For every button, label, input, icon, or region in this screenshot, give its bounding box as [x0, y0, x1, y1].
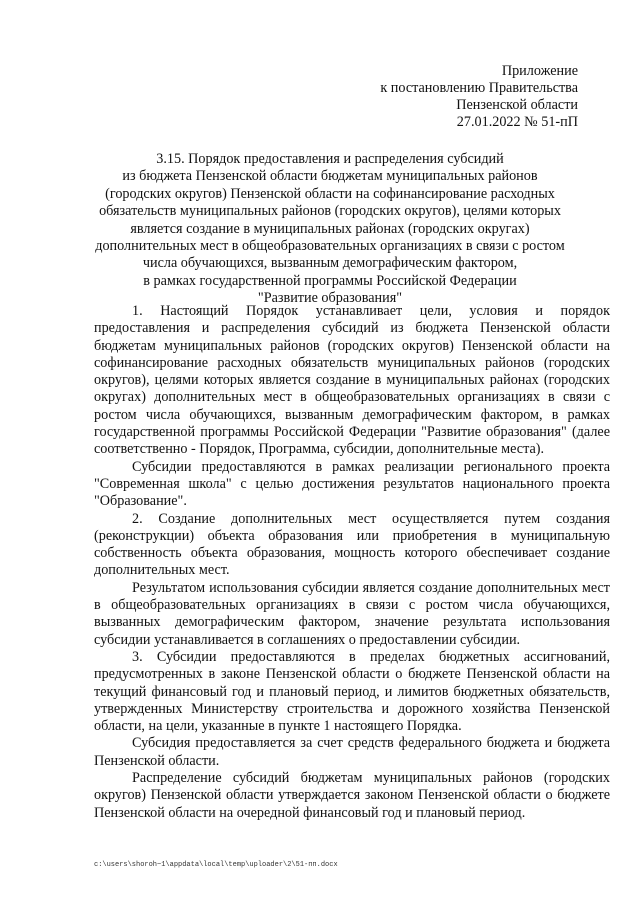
title-line: (городских округов) Пензенской области на софинансирование расходных — [105, 185, 555, 202]
document-body — [94, 303, 610, 822]
paragraph: 2. Создание дополнительных мест осуществляется путем создания (реконструкции) объекта образования или приобретения в муниципальную собственность объекта образования, мощность которого обеспечивает создание дополнительных мест. — [94, 510, 610, 579]
file-path-footer: c:\users\shoroh~1\appdata\local\temp\uploader\2\51-пп.docx — [94, 861, 338, 869]
title-line: является создание в муниципальных районах (городских округах) — [130, 220, 530, 237]
appendix-line: Пензенской области — [456, 97, 578, 113]
title-line: числа обучающихся, вызванным демографическим фактором, — [142, 255, 518, 272]
paragraph: Результатом использования субсидии является создание дополнительных мест в общеобразовательных организациях в связи с ростом числа обучающихся, вызванных демографическим фактором, значение результата использования субсидии устанавливается в соглашениях о предоставлении субсидии. — [94, 579, 610, 648]
paragraph: Распределение субсидий бюджетам муниципальных районов (городских округов) Пензенской области утверждается законом Пензенской области о бюджете Пензенской области на очередной финансовый год и плановый период. — [94, 770, 610, 821]
paragraph: Субсидия предоставляется за счет средств федерального бюджета и бюджета Пензенской области. — [94, 735, 610, 769]
appendix-line: Приложение — [501, 63, 578, 79]
paragraph: 1. Настоящий Порядок устанавливает цели, условия и порядок предоставления и распределения субсидий из бюджета Пензенской области бюджетам муниципальных районов (городских округов) Пензенской области на софинансирование расходных обязательств муниципальных районов (городских округов), целями которых является создание в муниципальных районах (городских округах) дополнительных мест в общеобразовательных организациях в связи с ростом числа обучающихся, вызванным демографическим фактором, в рамках государственной программы Российской Федерации "Развитие образования" (далее соответственно - Порядок, Программа, субсидии, дополнительные места). — [94, 303, 610, 458]
appendix-header — [380, 63, 578, 131]
title-line: 3.15. Порядок предоставления и распределения субсидий — [156, 151, 504, 167]
paragraph: Субсидии предоставляются в рамках реализации регионального проекта "Современная школа" с целью достижения результатов национального проекта "Образование". — [94, 458, 610, 510]
paragraph: 3. Субсидии предоставляются в пределах бюджетных ассигнований, предусмотренных в законе Пензенской области о бюджете Пензенской области на текущий финансовый год и плановый период, и лимитов бюджетных обязательств, утвержденных Министерству строительства и дорожного хозяйства Пензенской области, на цели, указанные в пункте 1 настоящего Порядка. — [94, 648, 610, 735]
appendix-line: к постановлению Правительства — [380, 80, 578, 96]
document-title — [80, 151, 580, 308]
title-line: дополнительных мест в общеобразовательных организациях в связи с ростом — [95, 238, 565, 255]
appendix-date-number: 27.01.2022 № 51-пП — [456, 114, 578, 130]
title-line: в рамках государственной программы Российской Федерации — [143, 272, 517, 289]
title-line: обязательств муниципальных районов (городских округов), целями которых — [99, 203, 561, 220]
title-line: "Развитие образования" — [257, 290, 403, 307]
title-line: из бюджета Пензенской области бюджетам муниципальных районов — [122, 168, 538, 185]
